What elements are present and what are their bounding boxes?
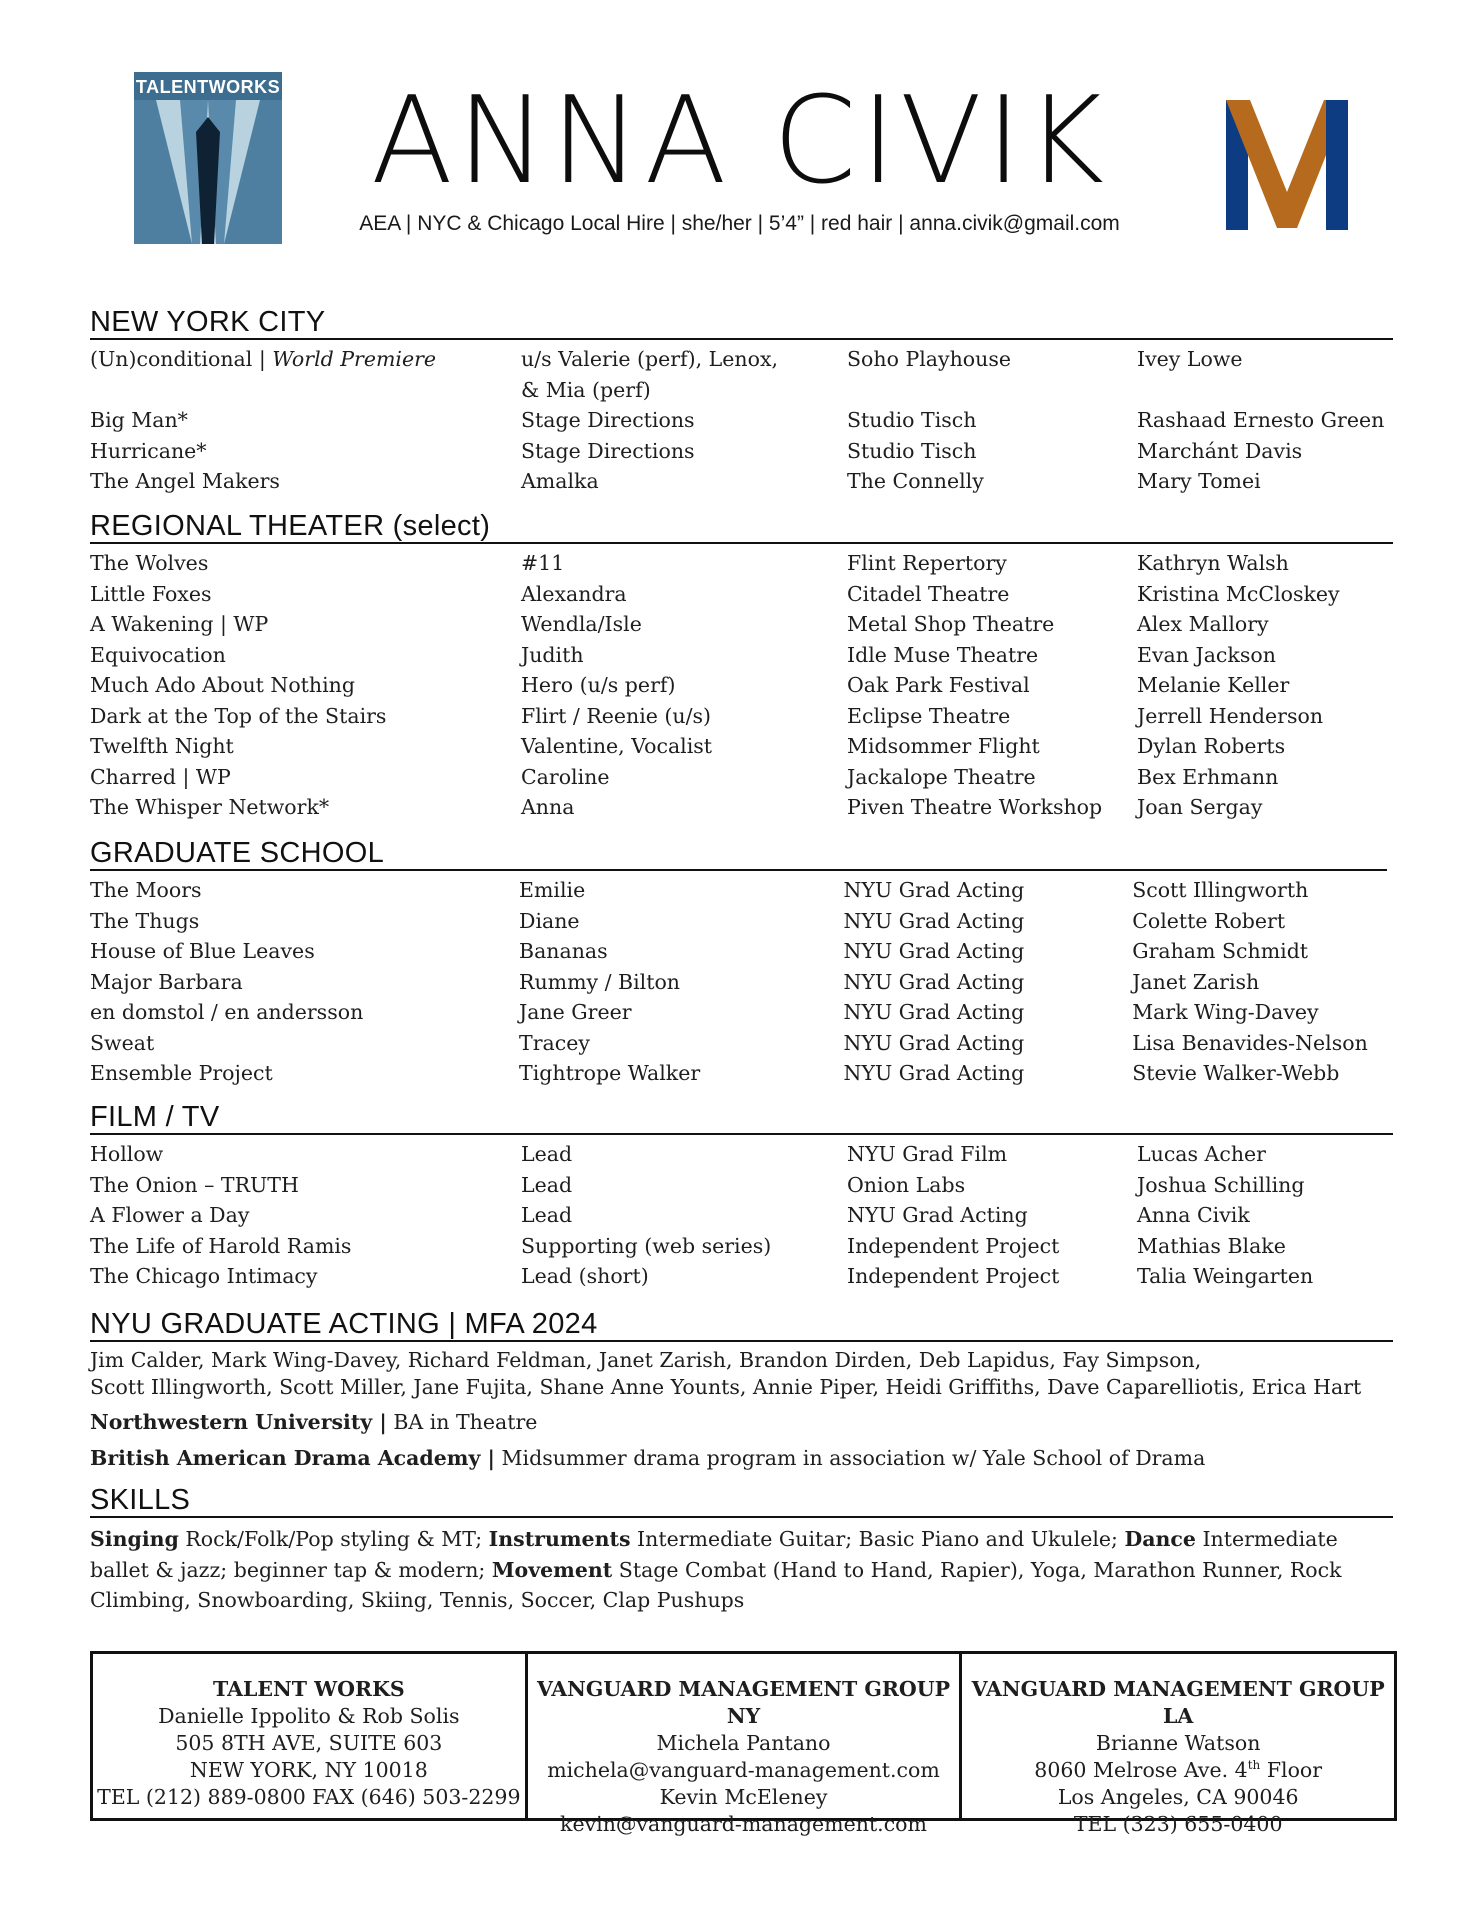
credit-show: Much Ado About Nothing bbox=[90, 673, 356, 697]
credit-show: A Wakening | WP bbox=[90, 612, 269, 636]
credit-row bbox=[90, 762, 1393, 793]
section-title: FILM / TV bbox=[90, 1102, 1393, 1135]
credit-venue: Midsommer Flight bbox=[847, 734, 1040, 758]
credit-show: Hollow bbox=[90, 1142, 164, 1166]
credit-row bbox=[90, 936, 1387, 967]
email-link[interactable]: michela@vanguard-management.com bbox=[547, 1758, 940, 1782]
credits-list bbox=[90, 1139, 1393, 1292]
credit-row bbox=[90, 1139, 1393, 1170]
credit-role: Anna bbox=[521, 795, 575, 819]
credit-show: Sweat bbox=[90, 1030, 155, 1055]
section-nyc bbox=[90, 307, 1393, 497]
credit-venue: Onion Labs bbox=[847, 1172, 966, 1197]
credit-venue: The Connelly bbox=[847, 469, 984, 493]
credit-director: Marchánt Davis bbox=[1137, 438, 1303, 463]
credit-role: Amalka bbox=[521, 469, 599, 493]
credit-venue: Jackalope Theatre bbox=[847, 764, 1036, 789]
section-title: REGIONAL THEATER (select) bbox=[90, 511, 1393, 544]
credit-director: Lisa Benavides-Nelson bbox=[1132, 1030, 1368, 1055]
resume-name: ANNA CIVIK bbox=[370, 72, 1109, 211]
credit-role: Tracey bbox=[519, 1030, 590, 1055]
credit-venue: Independent Project bbox=[847, 1233, 1060, 1258]
credit-show: (Un)conditional | World Premiere bbox=[90, 347, 437, 371]
credit-row bbox=[90, 548, 1393, 579]
credit-role: Tightrope Walker bbox=[519, 1061, 701, 1085]
credit-row bbox=[90, 579, 1393, 610]
credit-show: Ensemble Project bbox=[90, 1061, 273, 1085]
credit-role: Diane bbox=[519, 908, 580, 933]
credit-show: Charred | WP bbox=[90, 764, 231, 789]
credit-venue: Oak Park Festival bbox=[847, 673, 1030, 697]
credit-venue: Independent Project bbox=[847, 1264, 1060, 1288]
credit-role: #11 bbox=[521, 551, 565, 575]
credit-show: A Flower a Day bbox=[90, 1203, 250, 1227]
credit-venue: Soho Playhouse bbox=[847, 347, 1011, 371]
credit-venue: Metal Shop Theatre bbox=[847, 612, 1055, 636]
credit-show: The Angel Makers bbox=[90, 469, 280, 493]
credit-venue: NYU Grad Acting bbox=[843, 939, 1025, 963]
credit-director: Rashaad Ernesto Green bbox=[1137, 408, 1385, 432]
credit-show: The Thugs bbox=[90, 908, 200, 933]
credit-director: Mathias Blake bbox=[1137, 1233, 1286, 1258]
teachers-line: Jim Calder, Mark Wing-Davey, Richard Feldman, Janet Zarish, Brandon Dirden, Deb Lapidus, Fay Simpson, bbox=[90, 1348, 1202, 1372]
credit-role: Jane Greer bbox=[519, 1000, 632, 1024]
email-link[interactable]: kevin@vanguard-management.com bbox=[560, 1812, 927, 1836]
credit-show: The Onion – TRUTH bbox=[90, 1172, 299, 1197]
credit-director: Joan Sergay bbox=[1137, 795, 1263, 819]
credit-venue: NYU Grad Film bbox=[847, 1142, 1008, 1166]
credit-row bbox=[90, 1261, 1393, 1292]
credit-row bbox=[90, 906, 1387, 937]
credit-director: Scott Illingworth bbox=[1132, 878, 1309, 902]
credit-director: Melanie Keller bbox=[1137, 673, 1290, 697]
credit-show: House of Blue Leaves bbox=[90, 939, 315, 963]
credit-director: Janet Zarish bbox=[1132, 969, 1260, 994]
credit-venue: Flint Repertory bbox=[847, 551, 1007, 575]
section-title: NYU GRADUATE ACTING | MFA 2024 bbox=[90, 1309, 1393, 1342]
credit-row bbox=[90, 701, 1393, 732]
credit-row bbox=[90, 1170, 1393, 1201]
credit-row bbox=[90, 967, 1387, 998]
credit-role: Emilie bbox=[519, 878, 586, 902]
credit-row bbox=[90, 792, 1393, 823]
credits-list bbox=[90, 548, 1393, 823]
section-training bbox=[90, 1309, 1393, 1472]
credit-show: Hurricane* bbox=[90, 438, 207, 463]
credit-row bbox=[90, 1231, 1393, 1262]
section-film bbox=[90, 1102, 1393, 1292]
credit-director: Anna Civik bbox=[1137, 1203, 1250, 1227]
credit-venue: NYU Grad Acting bbox=[843, 878, 1025, 902]
section-title: SKILLS bbox=[90, 1485, 1393, 1518]
credit-row bbox=[90, 731, 1393, 762]
credits-list bbox=[90, 344, 1393, 497]
vanguard-logo bbox=[1226, 100, 1348, 230]
teachers-line: Scott Illingworth, Scott Miller, Jane Fujita, Shane Anne Younts, Annie Piper, Heidi Griffiths, Dave Caparelliotis, Erica Hart bbox=[90, 1375, 1362, 1399]
talentworks-logo-text: TALENTWORKS bbox=[135, 77, 281, 97]
credit-show: Dark at the Top of the Stairs bbox=[90, 703, 387, 728]
credit-role: Bananas bbox=[519, 939, 608, 963]
credit-venue: Idle Muse Theatre bbox=[847, 642, 1039, 667]
credit-role: u/s Valerie (perf), Lenox, & Mia (perf) bbox=[521, 347, 779, 402]
credit-venue: NYU Grad Acting bbox=[843, 1030, 1025, 1055]
credit-row bbox=[90, 1200, 1393, 1231]
agency-vanguard-la: VANGUARD MANAGEMENT GROUP LA Brianne Watson 8060 Melrose Ave. 4th Floor Los Angeles, CA 90046 TEL (323) 655-0400 bbox=[959, 1654, 1394, 1818]
credit-row bbox=[90, 609, 1393, 640]
credit-show: Big Man* bbox=[90, 408, 188, 432]
credit-director: Evan Jackson bbox=[1137, 642, 1276, 667]
credit-director: Lucas Acher bbox=[1137, 1142, 1266, 1166]
credit-role: Stage Directions bbox=[521, 438, 695, 463]
credit-show: The Life of Harold Ramis bbox=[90, 1233, 352, 1258]
credit-role: Supporting (web series) bbox=[521, 1233, 772, 1258]
credit-director: Kristina McCloskey bbox=[1137, 581, 1340, 606]
credit-role: Lead bbox=[521, 1142, 573, 1166]
credit-show: Twelfth Night bbox=[90, 734, 234, 758]
agency-vanguard-ny: VANGUARD MANAGEMENT GROUP NY Michela Pantano michela@vanguard-management.com Kevin McEleney kevin@vanguard-management.com bbox=[525, 1654, 960, 1818]
credit-director: Stevie Walker-Webb bbox=[1132, 1061, 1340, 1085]
credit-row bbox=[90, 670, 1393, 701]
credit-role: Lead (short) bbox=[521, 1264, 649, 1288]
credit-row bbox=[90, 436, 1393, 467]
credit-show: en domstol / en andersson bbox=[90, 1000, 364, 1024]
credits-list bbox=[90, 875, 1387, 1089]
credit-venue: NYU Grad Acting bbox=[843, 969, 1025, 994]
credit-director: Talia Weingarten bbox=[1137, 1264, 1314, 1288]
credit-row bbox=[90, 997, 1387, 1028]
contact-line: AEA | NYC & Chicago Local Hire | she/her | 5’4” | red hair | anna.civik@gmail.com bbox=[359, 212, 1120, 235]
credit-row bbox=[90, 466, 1393, 497]
section-regional bbox=[90, 511, 1393, 823]
credit-row bbox=[90, 1058, 1387, 1089]
credit-director: Colette Robert bbox=[1132, 908, 1286, 933]
agency-box bbox=[90, 1651, 1397, 1836]
credit-role: Stage Directions bbox=[521, 408, 695, 432]
agency-talentworks: TALENT WORKS Danielle Ippolito & Rob Solis 505 8TH AVE, SUITE 603 NEW YORK, NY 10018 TEL (212) 889-0800 FAX (646) 503-2299 bbox=[97, 1677, 521, 1809]
credit-director: Joshua Schilling bbox=[1137, 1172, 1305, 1197]
credit-show: The Wolves bbox=[90, 551, 209, 575]
skills-text: Singing Rock/Folk/Pop styling & MT; Instruments Intermediate Guitar; Basic Piano and Ukulele; Dance Intermediate ballet & jazz; beginner tap & modern; Movement Stage Combat (Hand to Hand, Rapier), Yoga, Marathon Runner, Rock Climbing, Snowboarding, Skiing, Tennis, Soccer, Clap Pushups bbox=[90, 1527, 1342, 1612]
credit-venue: Piven Theatre Workshop bbox=[847, 795, 1103, 819]
credit-role: Flirt / Reenie (u/s) bbox=[521, 703, 712, 728]
section-skills bbox=[90, 1485, 1393, 1616]
credit-show: Major Barbara bbox=[90, 969, 243, 994]
credit-director: Ivey Lowe bbox=[1137, 347, 1243, 371]
credit-role: Alexandra bbox=[521, 581, 627, 606]
credit-row bbox=[90, 405, 1393, 436]
credit-director: Mary Tomei bbox=[1137, 469, 1261, 493]
credit-show: The Whisper Network* bbox=[90, 795, 330, 819]
credit-venue: Eclipse Theatre bbox=[847, 703, 1011, 728]
credit-row bbox=[90, 875, 1387, 906]
credit-row bbox=[90, 640, 1393, 671]
credit-role: Caroline bbox=[521, 764, 610, 789]
credit-venue: NYU Grad Acting bbox=[843, 1000, 1025, 1024]
credit-director: Graham Schmidt bbox=[1132, 939, 1309, 963]
section-title: GRADUATE SCHOOL bbox=[90, 838, 1387, 871]
credit-show: The Chicago Intimacy bbox=[90, 1264, 318, 1288]
training-northwestern: Northwestern University | BA in Theatre bbox=[90, 1410, 538, 1434]
credit-director: Alex Mallory bbox=[1137, 612, 1269, 636]
credit-role: Hero (u/s perf) bbox=[521, 673, 676, 697]
credit-show: Little Foxes bbox=[90, 581, 212, 606]
credit-row bbox=[90, 344, 1393, 405]
section-title: NEW YORK CITY bbox=[90, 307, 1393, 340]
credit-director: Bex Erhmann bbox=[1137, 764, 1279, 789]
training-bada: British American Drama Academy | Midsummer drama program in association w/ Yale School of Drama bbox=[90, 1446, 1206, 1470]
credit-director: Kathryn Walsh bbox=[1137, 551, 1289, 575]
credit-role: Rummy / Bilton bbox=[519, 969, 681, 994]
credit-venue: Studio Tisch bbox=[847, 438, 977, 463]
credit-role: Lead bbox=[521, 1203, 573, 1227]
credit-director: Jerrell Henderson bbox=[1137, 703, 1324, 728]
section-grad bbox=[90, 838, 1387, 1089]
credit-venue: Citadel Theatre bbox=[847, 581, 1010, 606]
credit-row bbox=[90, 1028, 1387, 1059]
credit-venue: NYU Grad Acting bbox=[843, 1061, 1025, 1085]
credit-role: Lead bbox=[521, 1172, 573, 1197]
credit-venue: NYU Grad Acting bbox=[847, 1203, 1028, 1227]
credit-show: Equivocation bbox=[90, 642, 226, 667]
credit-venue: Studio Tisch bbox=[847, 408, 977, 432]
credit-show: The Moors bbox=[90, 878, 202, 902]
credit-venue: NYU Grad Acting bbox=[843, 908, 1025, 933]
credit-role: Wendla/Isle bbox=[521, 612, 642, 636]
credit-director: Mark Wing-Davey bbox=[1132, 1000, 1319, 1024]
credit-role: Valentine, Vocalist bbox=[521, 734, 713, 758]
credit-role: Judith bbox=[521, 642, 584, 667]
credit-director: Dylan Roberts bbox=[1137, 734, 1286, 758]
